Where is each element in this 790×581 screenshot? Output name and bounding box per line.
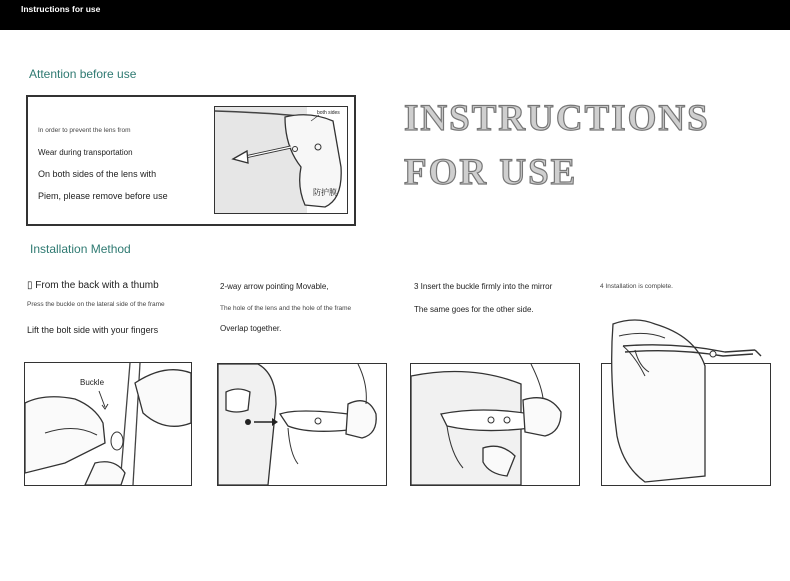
attention-line-3: On both sides of the lens with [38,169,157,179]
attention-line-2: Wear during transportation [38,148,133,157]
step-4-title: 4 Installation is complete. [600,283,673,290]
finished-face-shield-drawing [605,316,765,484]
insert-buckle-drawing [411,364,579,485]
diagram-label-both-sides: both sides [317,110,340,116]
big-title-line-1: INSTRUCTIONS [404,98,710,139]
step-2-line-2: The hole of the lens and the hole of the frame [220,305,352,312]
step-2-line-3: Overlap together. [220,324,282,333]
step-3-title: 3 Insert the buckle firmly into the mirror [414,282,553,291]
step-2-illustration [217,363,387,486]
attention-line-4: Piem, please remove before use [38,191,168,201]
diagram-label-film: 防护膜 [313,188,337,197]
top-bar [0,0,790,30]
attention-panel [26,95,356,226]
step-3-line-2: The same goes for the other side. [414,305,534,314]
buckle-label: Buckle [80,378,105,387]
step-1-line-2: Press the buckle on the lateral side of the frame [27,301,165,308]
step-1-line-3: Lift the bolt side with your fingers [27,325,159,335]
align-holes-drawing [218,364,386,485]
installation-heading: Installation Method [30,242,131,256]
attention-heading: Attention before use [29,67,137,81]
step-1-title: ▯ From the back with a thumb [27,280,159,291]
big-title-line-2: FOR USE [404,152,578,193]
page-header-title: Instructions for use [21,4,101,14]
protective-film-diagram [214,106,348,214]
hand-press-buckle-drawing [25,363,191,485]
step-1-illustration [24,362,192,486]
step-3-illustration [410,363,580,486]
attention-line-1: In order to prevent the lens from [38,127,131,134]
step-2-title: 2-way arrow pointing Movable, [220,282,329,291]
